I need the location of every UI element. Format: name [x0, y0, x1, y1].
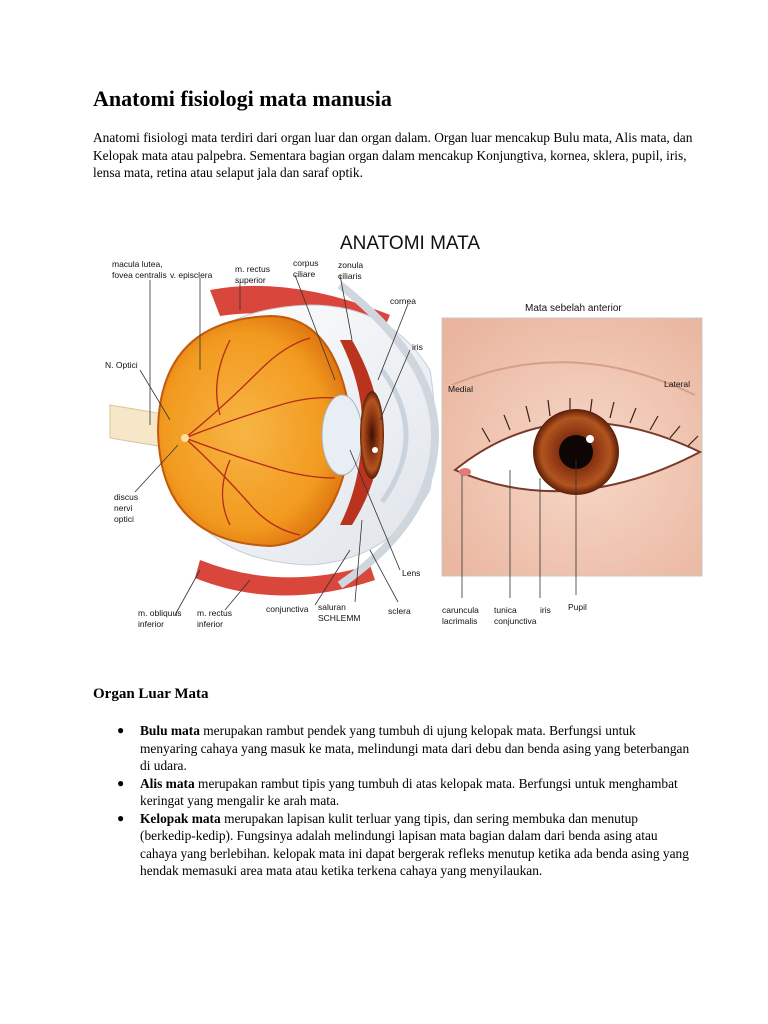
label-tunica-2: conjunctiva	[494, 616, 537, 626]
label-discus-2: nervi	[114, 503, 133, 513]
item-text: merupakan rambut pendek yang tumbuh di ujung kelopak mata. Berfungsi untuk menyaring cahaya yang masuk ke mata, melindungi mata dari debu dan benda asing yang beterbangan di udara.	[140, 723, 690, 773]
section-title: Organ Luar Mata	[93, 686, 209, 702]
label-pupil: Pupil	[568, 602, 587, 612]
item-term: Alis mata	[140, 775, 195, 791]
label-medial: Medial	[448, 384, 474, 394]
label-macula-2: fovea centralis	[112, 270, 167, 280]
organ-luar-list	[93, 722, 693, 880]
list-item	[93, 775, 693, 810]
label-cornea: cornea	[390, 296, 416, 306]
label-lateral: Lateral	[664, 379, 690, 389]
item-term: Kelopak mata	[140, 810, 221, 826]
label-corpus-1: corpus	[293, 258, 319, 268]
page-title: Anatomi fisiologi mata manusia	[93, 86, 392, 111]
eye-cross-section	[105, 258, 435, 629]
anterior-caption: Mata sebelah anterior	[525, 303, 622, 314]
label-caruncula-2: lacrimalis	[442, 616, 478, 626]
label-conjunctiva: conjunctiva	[266, 604, 309, 614]
label-discus-3: optici	[114, 514, 134, 524]
label-corpus-2: ciliare	[293, 269, 316, 279]
label-saluran-2: SCHLEMM	[318, 613, 361, 623]
label-iris-side: iris	[412, 342, 423, 352]
list-item	[93, 810, 693, 880]
item-text: merupakan lapisan kulit terluar yang tipis, dan sering membuka dan menutup (berkedip-kedip). Fungsinya adalah melindungi lapisan mata bagian dalam dari benda asing atau cahaya yang berlebihan. kelopak mata ini dapat bergerak refleks menutup ketika ada benda asing yang hendak memasuki area mata atau ketika terkena cahaya yang menyilaukan.	[140, 810, 689, 878]
intro-paragraph: Anatomi fisiologi mata terdiri dari organ luar dan organ dalam. Organ luar mencakup Bulu mata, Alis mata, dan Kelopak mata atau palpebra. Sementara bagian organ dalam mencakup Konjungtiva, kornea, sklera, pupil, iris, lensa mata, retina atau selaput jala dan saraf optik.	[93, 130, 693, 180]
lens-shape	[322, 395, 362, 475]
label-rectus-superior-2: superior	[235, 275, 266, 285]
label-iris-anterior: iris	[540, 605, 551, 615]
label-tunica-1: tunica	[494, 605, 517, 615]
item-term: Bulu mata	[140, 723, 200, 738]
label-zonula-1: zonula	[338, 260, 364, 270]
label-obliquus-1: m. obliquus	[138, 608, 182, 618]
bullet-icon: ●	[117, 723, 125, 737]
item-text: merupakan rambut tipis yang tumbuh di atas kelopak mata. Berfungsi untuk menghambat keringat yang mengalir ke arah mata.	[140, 775, 678, 808]
list-item	[93, 722, 693, 775]
optic-disc	[181, 434, 189, 442]
label-rectus-inferior-1: m. rectus	[197, 608, 232, 618]
label-n-optici: N. Optici	[105, 360, 138, 370]
label-saluran-1: saluran	[318, 602, 346, 612]
figure-title: ANATOMI MATA	[340, 233, 481, 254]
label-rectus-superior-1: m. rectus	[235, 264, 270, 274]
label-sclera: sclera	[388, 606, 411, 616]
iris-side	[360, 391, 384, 479]
label-caruncula-1: caruncula	[442, 605, 479, 615]
label-obliquus-2: inferior	[138, 619, 164, 629]
eye-anterior-view	[442, 303, 702, 626]
label-zonula-2: ciliaris	[338, 271, 362, 281]
label-episclera: v. episclera	[170, 270, 213, 280]
label-discus-1: discus	[114, 492, 139, 502]
bullet-icon: ●	[117, 775, 125, 790]
label-rectus-inferior-2: inferior	[197, 619, 223, 629]
label-macula-1: macula lutea,	[112, 259, 163, 269]
bullet-icon: ●	[117, 810, 125, 825]
label-lens: Lens	[402, 568, 421, 578]
eye-anatomy-figure	[90, 220, 710, 640]
